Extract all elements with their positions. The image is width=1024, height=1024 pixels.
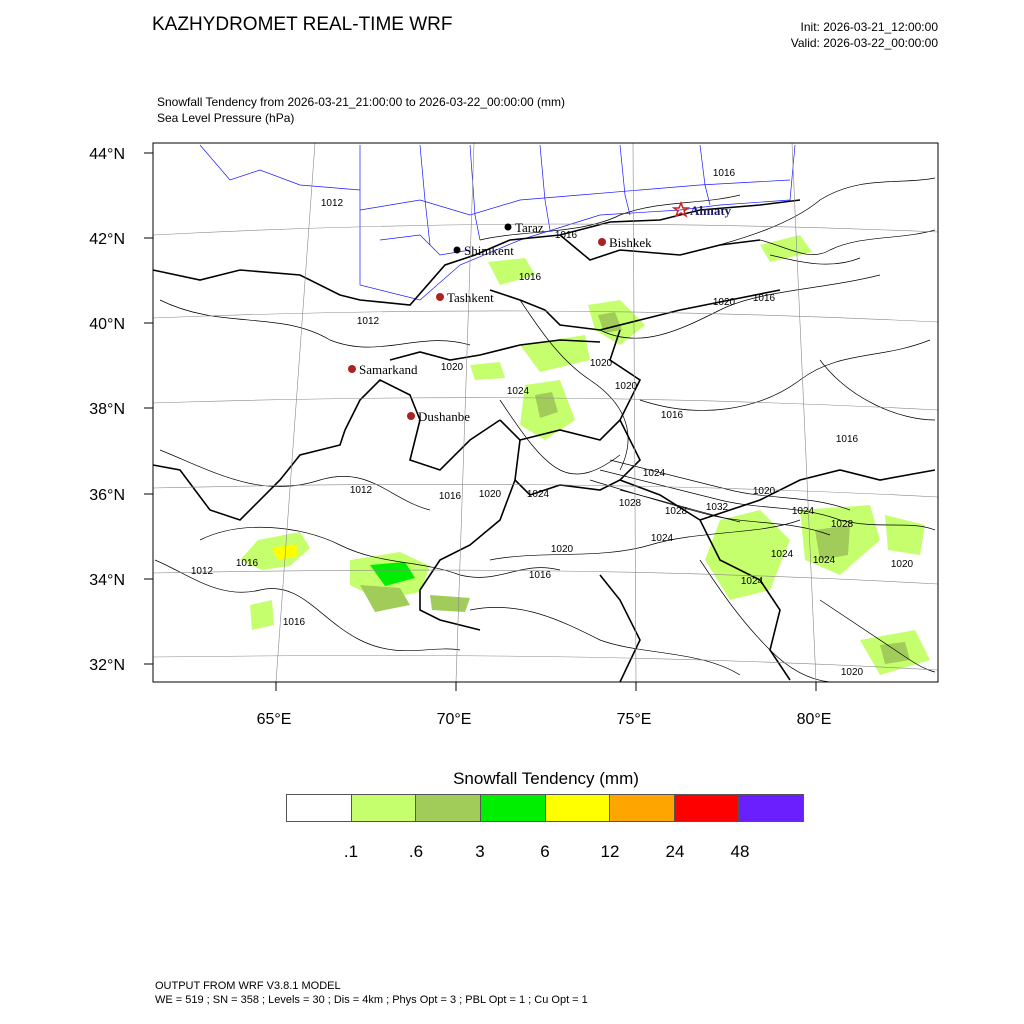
city-marker: [436, 293, 444, 301]
isobar-label: 1016: [282, 617, 306, 628]
city-label: Tashkent: [447, 290, 494, 305]
snowfall-area: [880, 642, 910, 664]
isobar-label: 1012: [356, 316, 380, 327]
longitude-line: [792, 143, 816, 682]
colorbar-cell: [416, 795, 481, 821]
isobar-label: 1012: [320, 198, 344, 209]
snowfall-area: [885, 515, 925, 555]
isobar-label: 1020: [440, 362, 464, 373]
isobar-label: 1016: [835, 434, 859, 445]
snowfall-area: [470, 362, 505, 380]
longitude-ticks: [276, 682, 816, 691]
isobar-label: 1016: [554, 230, 578, 241]
border-line: [610, 330, 640, 420]
city-marker: [407, 412, 415, 420]
isobar-line: [600, 275, 880, 338]
border-line: [600, 575, 640, 682]
lat-label: 44°N: [89, 146, 125, 163]
border-line: [153, 430, 345, 520]
isobar-label: 1016: [712, 168, 736, 179]
city-label: Dushanbe: [418, 409, 470, 424]
snowfall-area: [250, 600, 274, 630]
colorbar-cell: [546, 795, 611, 821]
border-line: [560, 235, 760, 260]
latitude-ticks: [144, 153, 153, 664]
lon-label: 70°E: [436, 711, 472, 728]
isobar-label: 1020: [712, 297, 736, 308]
colorbar-label: 48: [730, 842, 750, 861]
isobar-label: 1024: [812, 555, 836, 566]
city-marker: [598, 238, 606, 246]
colorbar-cell: [481, 795, 546, 821]
colorbar-cell: [287, 795, 352, 821]
city-marker: [348, 365, 356, 373]
longitude-line: [276, 143, 315, 682]
isobar-label: 1012: [349, 485, 373, 496]
isobar-label: 1016: [438, 491, 462, 502]
colorbar-label: .1: [343, 842, 359, 861]
isobar-label: 1016: [660, 410, 684, 421]
latitude-line: [153, 224, 938, 235]
colorbar-label: 24: [665, 842, 685, 861]
latitude-labels: [89, 146, 125, 674]
isobar-label: 1020: [614, 381, 638, 392]
lat-label: 38°N: [89, 401, 125, 418]
city-label: Samarkand: [359, 362, 418, 377]
city-label: Bishkek: [609, 235, 652, 250]
isobar-label: 1016: [518, 272, 542, 283]
colorbar-cell: [610, 795, 675, 821]
isobar-label: 1020: [589, 358, 613, 369]
lat-label: 36°N: [89, 487, 125, 504]
latitude-line: [153, 311, 938, 322]
colorbar-label: .6: [408, 842, 424, 861]
colorbar-label: 3: [475, 842, 485, 861]
isobar-line: [640, 340, 930, 410]
city-marker: [505, 224, 512, 231]
longitude-labels: [257, 711, 832, 728]
isobar-label: 1024: [740, 576, 764, 587]
isobar-label: 1024: [506, 386, 530, 397]
isobar-label: 1024: [770, 549, 794, 560]
isobar-line: [820, 360, 935, 420]
isobar-label: 1024: [526, 489, 550, 500]
colorbar-label: 12: [600, 842, 620, 861]
init-time: Init: 2026-03-21_12:00:00: [800, 20, 938, 34]
lon-label: 80°E: [796, 711, 832, 728]
isobar-label: 1024: [791, 506, 815, 517]
lat-label: 34°N: [89, 572, 125, 589]
isobar-label: 1020: [550, 544, 574, 555]
isobar-line: [160, 450, 430, 510]
isobar-label: 1028: [664, 506, 688, 517]
colorbar-cell: [739, 795, 803, 821]
colorbar-cell: [675, 795, 740, 821]
model-parameters: WE = 519 ; SN = 358 ; Levels = 30 ; Dis = 4km ; Phys Opt = 3 ; PBL Opt = 1 ; Cu Opt = 1: [155, 994, 588, 1006]
isobar-label: 1016: [235, 558, 259, 569]
admin-line: [700, 145, 710, 205]
isobar-label: 1020: [840, 667, 864, 678]
isobar-label: 1028: [830, 519, 854, 530]
city-marker: [454, 247, 461, 254]
longitude-line: [633, 143, 636, 682]
admin-line: [420, 145, 430, 245]
admin-line: [200, 145, 360, 190]
lon-label: 65°E: [256, 711, 292, 728]
isobar-line: [470, 607, 740, 675]
lat-label: 32°N: [89, 657, 125, 674]
isobar-label: 1032: [705, 502, 729, 513]
isobar-label: 1024: [650, 533, 674, 544]
admin-line: [540, 145, 550, 230]
isobar-label: 1028: [618, 498, 642, 509]
colorbar-cell: [352, 795, 417, 821]
isobar-label: 1024: [642, 468, 666, 479]
latitude-line: [153, 655, 938, 670]
isobar-label: 1016: [752, 293, 776, 304]
snowfall-area: [430, 595, 470, 612]
lon-label: 75°E: [616, 711, 652, 728]
isobar-label: 1016: [528, 570, 552, 581]
field-description: Snowfall Tendency from 2026-03-21_21:00:00 to 2026-03-22_00:00:00 (mm): [157, 95, 566, 109]
city-label: Shimkent: [464, 243, 514, 258]
colorbar-title: Snowfall Tendency (mm): [453, 769, 639, 788]
model-info: OUTPUT FROM WRF V3.8.1 MODEL: [155, 980, 341, 992]
border-line: [345, 380, 500, 470]
isobar-label: 1012: [190, 566, 214, 577]
isobar-label: 1020: [890, 559, 914, 570]
lat-label: 40°N: [89, 316, 125, 333]
valid-time: Valid: 2026-03-22_00:00:00: [790, 36, 938, 50]
page-title: KAZHYDROMET REAL-TIME WRF: [152, 14, 453, 35]
lat-label: 42°N: [89, 231, 125, 248]
isobar-line: [700, 178, 935, 250]
isobar-line: [160, 300, 470, 347]
colorbar-label: 6: [540, 842, 550, 861]
contour-description: Sea Level Pressure (hPa): [157, 111, 295, 125]
admin-line: [620, 145, 630, 215]
snowfall-shading: [240, 235, 930, 675]
isobar-label: 1020: [752, 486, 776, 497]
isobar-label: 1020: [478, 489, 502, 500]
city-label: Almaty: [690, 203, 732, 218]
city-label: Taraz: [515, 220, 544, 235]
colorbar: [286, 794, 804, 822]
